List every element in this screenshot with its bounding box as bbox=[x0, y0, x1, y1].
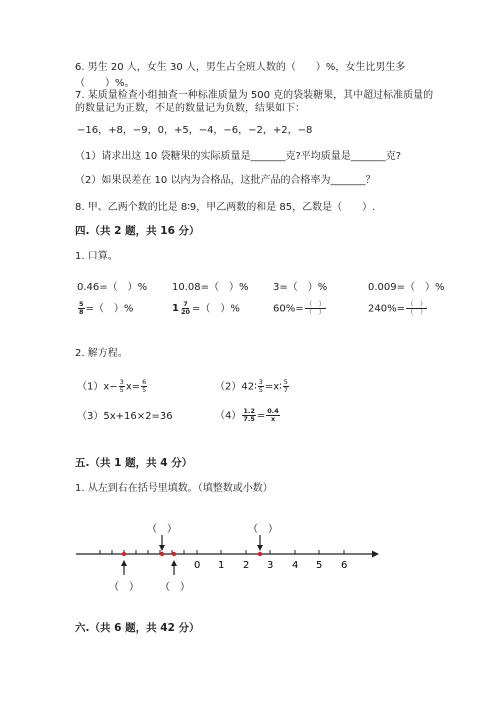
tick-label-5: 5 bbox=[316, 560, 323, 571]
tick-label-6: 6 bbox=[341, 560, 348, 571]
tick-label-1: 1 bbox=[218, 560, 225, 571]
up-arrow-2-icon bbox=[171, 560, 177, 566]
up-arrow-1-icon bbox=[121, 560, 127, 566]
q7-sub2: （2）如果误差在 10 以内为合格品，这批产品的合格率为_______？ bbox=[75, 175, 376, 186]
oral-r1c3: 3=（ ）% bbox=[273, 282, 328, 293]
equation-4: （4） $\frac{1.2}{7.5}$ = $\frac{0.4}{x}$ bbox=[215, 407, 279, 423]
equation-title: 2. 解方程。 bbox=[75, 348, 128, 359]
section4-title: 四.（共 2 题，共 16 分） bbox=[75, 225, 200, 237]
oral-r1c4: 0.009=（ ）% bbox=[368, 282, 445, 293]
blank-below-1: （ ） bbox=[109, 582, 139, 593]
down-arrow-2-icon bbox=[257, 545, 263, 551]
tick-label-0: 0 bbox=[194, 560, 201, 571]
tick-label-3: 3 bbox=[267, 560, 274, 571]
tick-label-4: 4 bbox=[292, 560, 299, 571]
q6-line1: 6. 男生 20 人，女生 30 人，男生占全班人数的（ ）%，女生比男生多 bbox=[75, 62, 406, 73]
section6-title: 六.（共 6 题，共 42 分） bbox=[75, 622, 200, 634]
axis-arrow-icon bbox=[372, 551, 379, 558]
tick-label-2: 2 bbox=[243, 560, 250, 571]
equation-1: （1）x− $\frac{3}{5}$ x= $\frac{6}{5}$ bbox=[77, 378, 147, 394]
blank-above-2: （ ） bbox=[248, 524, 278, 535]
numberline-title: 1. 从左到右在括号里填数。（填整数或小数） bbox=[75, 483, 273, 494]
oral-title: 1. 口算。 bbox=[75, 251, 118, 262]
point-1 bbox=[122, 552, 126, 556]
q7-line2: 的数量记为正数，不足的数量记为负数，结果如下： bbox=[75, 103, 305, 114]
q8: 8. 甲、乙两个数的比是 8∶9，甲乙两数的和是 85，乙数是（ ）. bbox=[75, 202, 376, 213]
q7-line1: 7. 某质量检查小组抽查一种标准质量为 500 克的袋装糖果，其中超过标准质量的 bbox=[75, 90, 434, 101]
oral-r2c4: 240%= $\frac{( )}{( )}$ bbox=[368, 300, 427, 316]
q7-sub1: （1）请求出这 10 袋糖果的实际质量是_______克?平均质量是_______克? bbox=[75, 151, 402, 162]
q6-line2: （ ）%。 bbox=[75, 78, 135, 89]
equation-3: （3）5x+16×2=36 bbox=[77, 411, 173, 422]
section5-title: 五.（共 1 题，共 4 分） bbox=[75, 457, 193, 469]
number-line bbox=[0, 515, 500, 600]
point-3 bbox=[172, 552, 176, 556]
q7-data: −16，+8，−9，0，+5，−4，−6，−2，+2，−8 bbox=[77, 125, 313, 136]
equation-2: （2）42∶ $\frac{3}{5}$ =x∶ $\frac{5}{7}$ bbox=[215, 378, 288, 394]
blank-below-2: （ ） bbox=[160, 582, 190, 593]
blank-above-1: （ ） bbox=[147, 524, 177, 535]
oral-r2c1: $\frac{5}{8}$ =（ ）% bbox=[79, 300, 134, 316]
oral-r1c2: 10.08=（ ）% bbox=[172, 282, 249, 293]
oral-r2c2: 1 $\frac{7}{20}$ =（ ）% bbox=[172, 300, 240, 316]
oral-r2c3: 60%= $\frac{( )}{( )}$ bbox=[273, 300, 326, 316]
point-2 bbox=[160, 552, 164, 556]
oral-r1c1: 0.46=（ ）% bbox=[77, 282, 148, 293]
point-4 bbox=[258, 552, 262, 556]
